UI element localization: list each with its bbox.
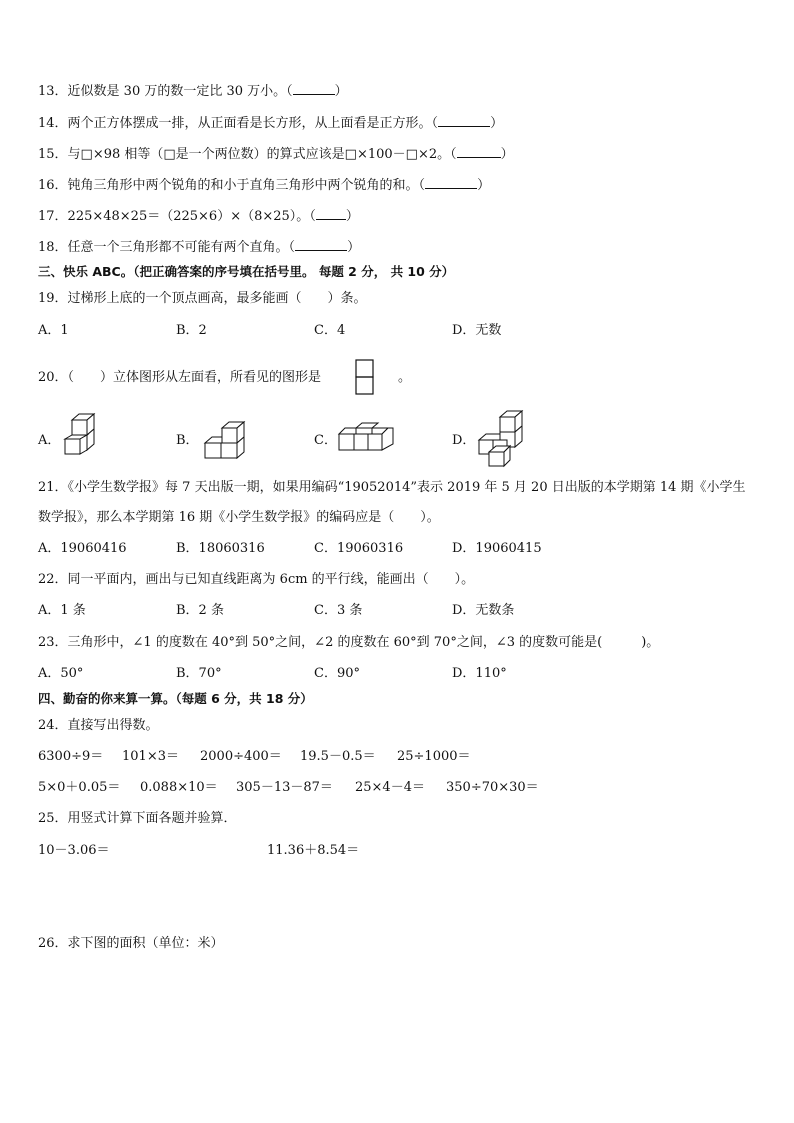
question-19: 19．过梯形上底的一个顶点画高，最多能画（ ）条。: [38, 291, 367, 306]
question-23: 23．三角形中，∠1 的度数在 40°到 50°之间，∠2 的度数在 60°到 70°之间，∠3 的度数可能是( )。: [38, 635, 660, 650]
question-20: 20．（ ）立体图形从左面看，所看见的图形是: [38, 370, 322, 385]
option-b[interactable]: B．70°: [176, 666, 222, 681]
answer-blank[interactable]: [316, 207, 346, 220]
question-14: 14．两个正方体摆成一排，从正面看是长方形，从上面看是正方形。（ ）: [38, 116, 504, 131]
calc-item: 5×0＋0.05＝: [38, 780, 121, 795]
option-c[interactable]: C．3 条: [314, 603, 363, 618]
option-d[interactable]: D．无数: [452, 323, 502, 338]
question-16: 16．钝角三角形中两个锐角的和小于直角三角形中两个锐角的和。（ ）: [38, 178, 491, 193]
option-d[interactable]: D．无数条: [452, 603, 515, 618]
option-a[interactable]: A．50°: [38, 666, 84, 681]
option-d[interactable]: D．110°: [452, 666, 507, 681]
section-3-heading: 三、快乐 ABC。（把正确答案的序号填在括号里。 每题 2 分， 共 10 分）: [38, 264, 455, 279]
answer-blank[interactable]: [293, 82, 335, 95]
answer-blank[interactable]: [295, 238, 347, 251]
calc-item: 25×4－4＝: [355, 780, 425, 795]
question-26: 26．求下图的面积（单位：米）: [38, 936, 224, 951]
option-b[interactable]: B．: [176, 433, 199, 448]
question-21-line-2: 数学报》，那么本学期第 16 期《小学生数学报》的编码应是（ ）。: [38, 510, 440, 525]
option-a[interactable]: A．: [38, 433, 61, 448]
calc-item: 2000÷400＝: [200, 749, 282, 764]
question-17: 17．225×48×25＝（225×6）×（8×25）。（ ）: [38, 209, 359, 224]
section-4-heading: 四、勤奋的你来算一算。（每题 6 分，共 18 分）: [38, 691, 313, 706]
option-c[interactable]: C．4: [314, 323, 346, 338]
calc-item: 6300÷9＝: [38, 749, 104, 764]
question-25: 25．用竖式计算下面各题并验算．: [38, 811, 237, 826]
option-d[interactable]: D．: [452, 433, 476, 448]
answer-blank[interactable]: [457, 145, 501, 158]
calc-item: 350÷70×30＝: [446, 780, 539, 795]
calc-item: 19.5－0.5＝: [300, 749, 376, 764]
question-13: 13．近似数是 30 万的数一定比 30 万小。（ ）: [38, 84, 348, 99]
answer-blank[interactable]: [438, 114, 490, 127]
calc-item: 305－13－87＝: [236, 780, 333, 795]
answer-blank[interactable]: [425, 176, 477, 189]
option-a[interactable]: A．19060416: [38, 541, 127, 556]
option-c[interactable]: C．19060316: [314, 541, 404, 556]
calc-item: 25÷1000＝: [397, 749, 471, 764]
vertical-calc-item: 10－3.06＝: [38, 843, 110, 858]
calc-item: 101×3＝: [122, 749, 179, 764]
cube-figure-c[interactable]: [336, 422, 398, 454]
cube-figure-b[interactable]: [202, 420, 248, 464]
option-b[interactable]: B．2: [176, 323, 207, 338]
option-a[interactable]: A．1: [38, 323, 69, 338]
question-15: 15．与□×98 相等（□是一个两位数）的算式应该是□×100－□×2。（ ）: [38, 147, 514, 162]
option-c[interactable]: C．90°: [314, 666, 360, 681]
option-c[interactable]: C．: [314, 433, 337, 448]
question-21-line-1: 21．《小学生数学报》每 7 天出版一期，如果用编码“19052014”表示 2019 年 5 月 20 日出版的本学期第 14 期《小学生: [38, 480, 746, 495]
option-b[interactable]: B．18060316: [176, 541, 265, 556]
question-18: 18．任意一个三角形都不可能有两个直角。（ ）: [38, 240, 361, 255]
cube-figure-a[interactable]: [62, 412, 98, 464]
option-a[interactable]: A．1 条: [38, 603, 86, 618]
cube-figure-d[interactable]: [476, 410, 528, 468]
option-d[interactable]: D．19060415: [452, 541, 542, 556]
question-20-tail: 。: [398, 370, 412, 385]
left-view-figure: [355, 359, 375, 395]
vertical-calc-item: 11.36＋8.54＝: [267, 843, 360, 858]
question-22: 22．同一平面内，画出与已知直线距离为 6cm 的平行线，能画出（ ）。: [38, 572, 475, 587]
option-b[interactable]: B．2 条: [176, 603, 224, 618]
calc-item: 0.088×10＝: [140, 780, 218, 795]
question-24: 24．直接写出得数。: [38, 718, 159, 733]
